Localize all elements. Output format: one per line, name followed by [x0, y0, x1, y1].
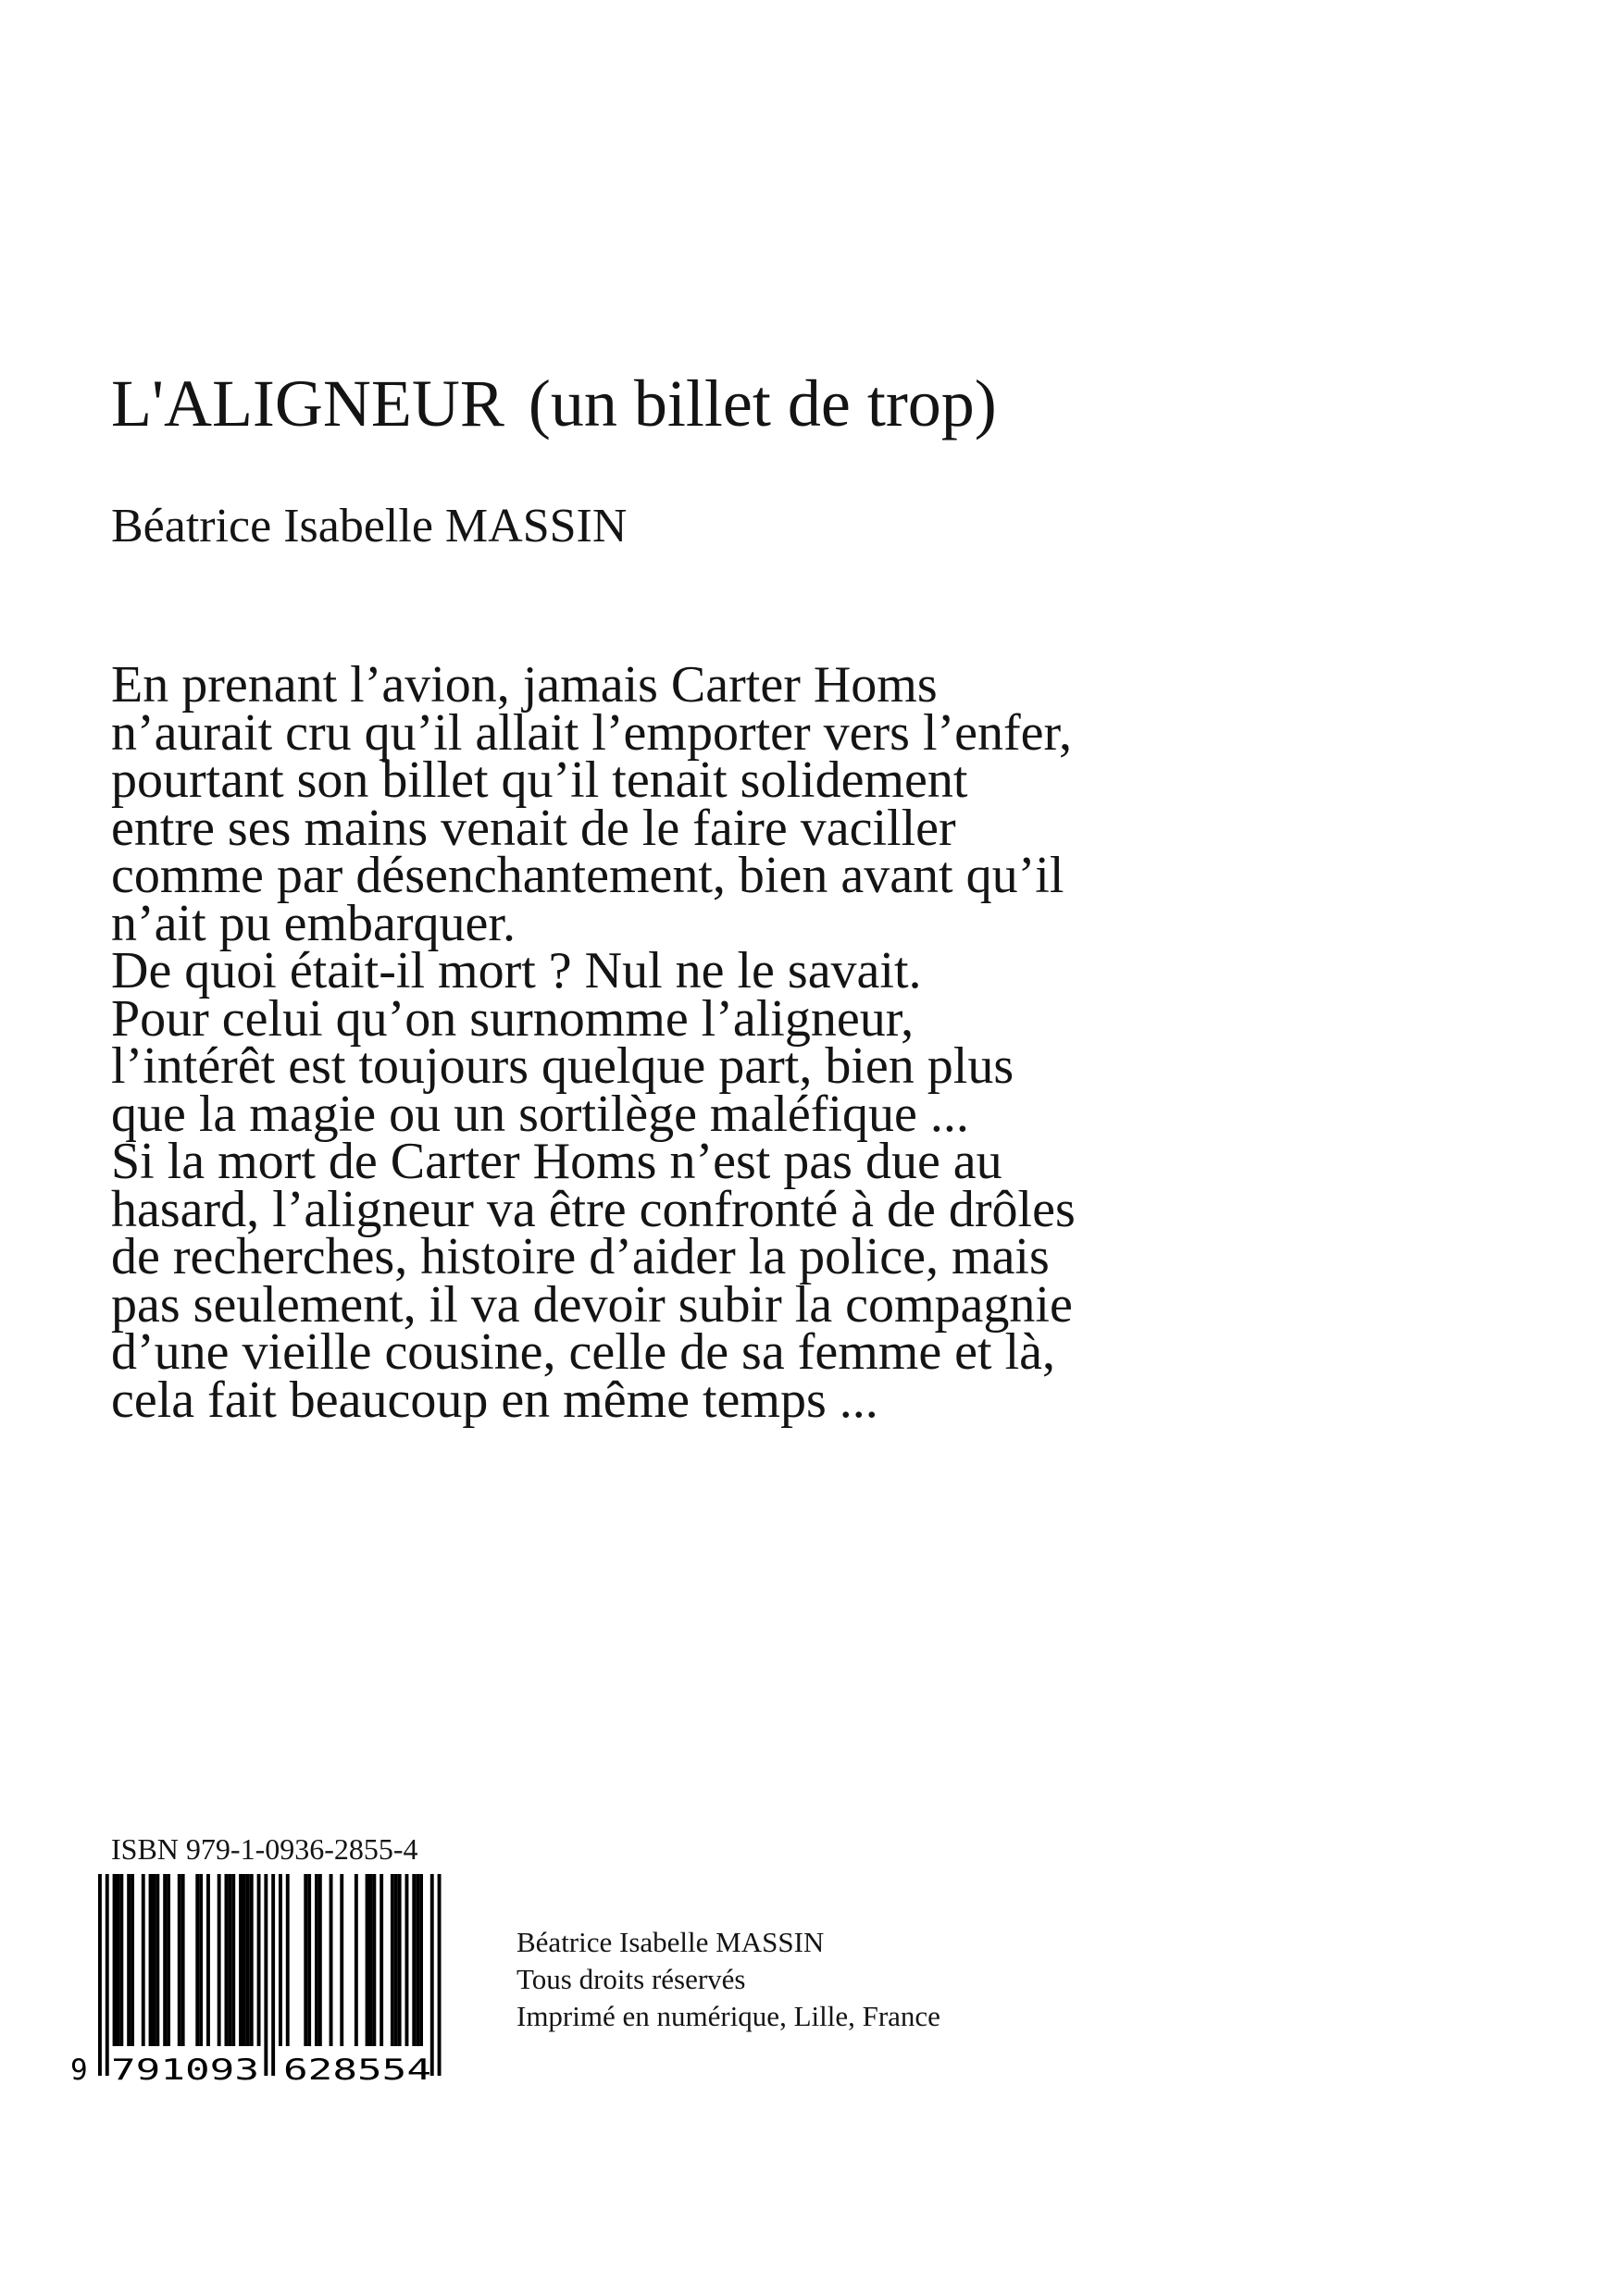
barcode-bar — [372, 1874, 376, 2046]
blurb-line: l’intérêt est toujours quelque part, bien plus — [111, 1037, 1014, 1095]
barcode-bar — [149, 1874, 153, 2046]
barcode-bar — [412, 1874, 416, 2046]
blurb-line: n’aurait cru qu’il allait l’emporter vers l’enfer, — [111, 703, 1072, 762]
barcode-bar — [163, 1874, 167, 2046]
barcode-bar — [271, 1874, 275, 2076]
imprint-author: Béatrice Isabelle MASSIN — [517, 1926, 825, 1958]
blurb-line: Pour celui qu’on surnomme l’aligneur, — [111, 989, 915, 1048]
barcode-bar — [355, 1874, 358, 2046]
barcode-bar — [391, 1874, 394, 2046]
back-cover-blurb — [111, 656, 1407, 1429]
barcode-bar — [394, 1874, 398, 2046]
barcode-bar — [195, 1874, 199, 2046]
book-subtitle: (un billet de trop) — [528, 366, 997, 441]
blurb-line: En prenant l’avion, jamais Carter Homs — [111, 656, 938, 714]
barcode-bar — [330, 1874, 333, 2046]
barcode-bar — [430, 1874, 434, 2076]
barcode-bar — [416, 1874, 419, 2046]
isbn-label: ISBN 979-1-0936-2855-4 — [111, 1832, 418, 1866]
barcode-bar — [142, 1874, 145, 2046]
barcode-bar — [231, 1874, 235, 2046]
blurb-line: pas seulement, il va devoir subir la compagnie — [111, 1275, 1073, 1334]
barcode-bar — [228, 1874, 231, 2046]
barcode — [65, 1874, 459, 2082]
barcode-bar — [250, 1874, 254, 2046]
barcode-bar — [419, 1874, 423, 2046]
blurb-line: Si la mort de Carter Homs n’est pas due au — [111, 1133, 1002, 1190]
barcode-bar — [315, 1874, 318, 2046]
barcode-bar — [366, 1874, 369, 2046]
barcode-bar — [257, 1874, 261, 2046]
barcode-bar — [98, 1874, 102, 2076]
barcode-bar — [239, 1874, 243, 2046]
barcode-bar — [304, 1874, 307, 2046]
barcode-bar — [340, 1874, 343, 2046]
barcode-bar — [218, 1874, 221, 2046]
barcode-bar — [286, 1874, 290, 2046]
barcode-bar — [438, 1874, 442, 2076]
blurb-line: d’une vieille cousine, celle de sa femme et là, — [111, 1323, 1056, 1381]
barcode-bar — [243, 1874, 246, 2046]
barcode-bar — [131, 1874, 134, 2046]
barcode-bar — [246, 1874, 250, 2046]
barcode-bar — [225, 1874, 229, 2046]
barcode-bar — [153, 1874, 156, 2046]
barcode-lead-digit: 9 — [70, 2054, 88, 2082]
blurb-line: pourtant son billet qu’il tenait solidement — [111, 751, 968, 809]
barcode-bar — [206, 1874, 210, 2046]
barcode-bar — [199, 1874, 203, 2046]
imprint-rights: Tous droits réservés — [517, 1963, 746, 1995]
barcode-bar — [113, 1874, 117, 2046]
blurb-line: comme par désenchantement, bien avant qu’il — [111, 847, 1064, 904]
barcode-bar — [398, 1874, 402, 2046]
imprint-block — [517, 1924, 940, 2035]
barcode-bars — [98, 1874, 442, 2076]
book-title: L'ALIGNEUR — [111, 366, 504, 441]
barcode-left-digits: 791093 — [111, 2054, 259, 2082]
barcode-bar — [127, 1874, 131, 2046]
barcode-bar — [318, 1874, 322, 2046]
barcode-bar — [106, 1874, 109, 2076]
barcode-bar — [405, 1874, 409, 2046]
barcode-bar — [307, 1874, 311, 2046]
blurb-line: De quoi était-il mort ? Nul ne le savait. — [111, 942, 922, 999]
barcode-bar — [369, 1874, 373, 2046]
blurb-line: de recherches, histoire d’aider la police, mais — [111, 1228, 1050, 1285]
barcode-bar — [264, 1874, 268, 2076]
barcode-bar — [178, 1874, 181, 2046]
blurb-line: cela fait beaucoup en même temps ... — [111, 1371, 878, 1429]
barcode-bar — [156, 1874, 159, 2046]
barcode-bar — [279, 1874, 282, 2046]
author-name: Béatrice Isabelle MASSIN — [111, 500, 628, 552]
blurb-line: entre ses mains venait de le faire vaciller — [111, 799, 956, 857]
barcode-bar — [181, 1874, 185, 2046]
barcode-right-digits: 628554 — [283, 2054, 431, 2082]
barcode-bar — [117, 1874, 120, 2046]
blurb-line: hasard, l’aligneur va être confronté à de drôles — [111, 1180, 1076, 1238]
barcode-bar — [167, 1874, 170, 2046]
imprint-printed: Imprimé en numérique, Lille, France — [517, 2000, 940, 2032]
blurb-line: n’ait pu embarquer. — [111, 894, 516, 952]
book-title-line — [111, 366, 997, 441]
blurb-line: que la magie ou un sortilège maléfique ... — [111, 1085, 969, 1143]
barcode-bar — [119, 1874, 123, 2046]
barcode-graphic — [65, 1874, 459, 2082]
barcode-bar — [380, 1874, 383, 2046]
